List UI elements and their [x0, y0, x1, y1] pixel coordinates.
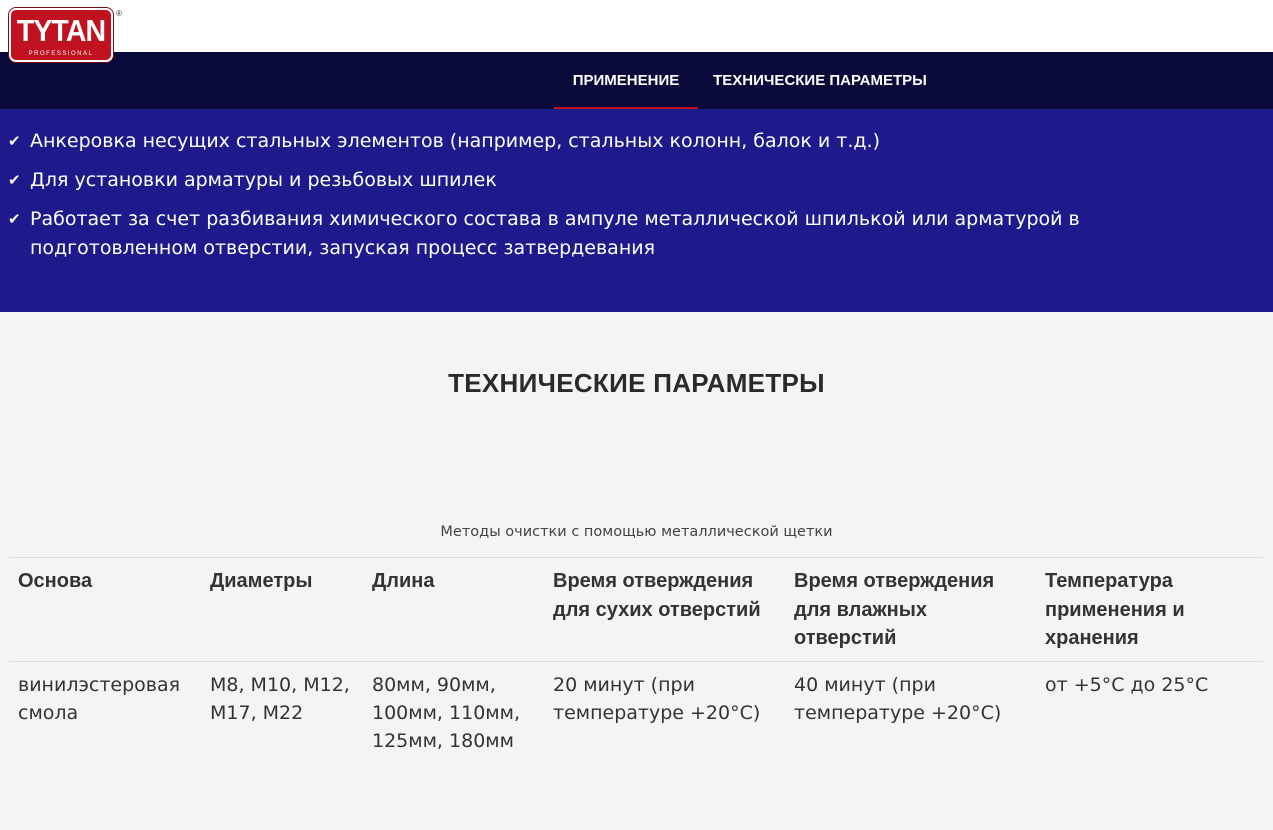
section-navbar — [0, 52, 1273, 109]
tab-usage[interactable]: ПРИМЕНЕНИЕ — [554, 52, 698, 109]
table-header-diameters: Диаметры — [210, 570, 313, 592]
logo-wordmark: TYTAN — [16, 13, 106, 48]
tab-tech-params[interactable]: ТЕХНИЧЕСКИЕ ПАРАМЕТРЫ — [713, 72, 927, 89]
table-header-wet-cure: Время отверждения для влажных отверстий — [794, 570, 995, 649]
section-title: ТЕХНИЧЕСКИЕ ПАРАМЕТРЫ — [448, 368, 825, 398]
table-cell-temperature: от +5°C до 25°C — [1045, 674, 1209, 696]
table-cell-wet-cure: 40 минут (при температуре +20°C) — [794, 674, 1002, 724]
table-cell-dry-cure: 20 минут (при температуре +20°C) — [553, 674, 761, 724]
table-header-dry-cure: Время отверждения для сухих отверстий — [553, 570, 761, 621]
table-caption: Методы очистки с помощью металлической щетки — [440, 524, 833, 540]
list-item — [8, 205, 1233, 263]
tytan-logo[interactable] — [9, 8, 113, 62]
table-divider — [9, 661, 1263, 662]
table-header-temperature: Температура применения и хранения — [1045, 570, 1185, 649]
logo-subtitle: PROFESSIONAL — [28, 51, 94, 57]
table-header-length: Длина — [372, 570, 435, 592]
registered-mark: ® — [116, 9, 122, 18]
list-item-text: Анкеровка несущих стальных элементов (например, стальных колонн, балок и т.д.) — [30, 130, 880, 152]
list-item — [8, 127, 1233, 156]
check-icon: ✔ — [8, 171, 21, 189]
list-item — [8, 166, 1233, 195]
list-item-text: Для установки арматуры и резьбовых шпилек — [30, 169, 497, 191]
table-cell-diameters: M8, M10, M12, M17, M22 — [210, 674, 350, 724]
table-divider — [9, 557, 1263, 558]
table-cell-length: 80мм, 90мм, 100мм, 110мм, 125мм, 180мм — [372, 674, 520, 752]
table-header-base: Основа — [18, 570, 93, 592]
check-icon: ✔ — [8, 132, 21, 150]
site-header — [0, 0, 1273, 57]
check-icon: ✔ — [8, 210, 21, 228]
list-item-text: Работает за счет разбивания химического состава в ампуле металлической шпилькой или арматурой в подготовленном отверстии, запуская процесс затвердевания — [30, 208, 1080, 259]
table-cell-base: винилэстеровая смола — [18, 674, 181, 724]
usage-list — [0, 109, 1273, 312]
